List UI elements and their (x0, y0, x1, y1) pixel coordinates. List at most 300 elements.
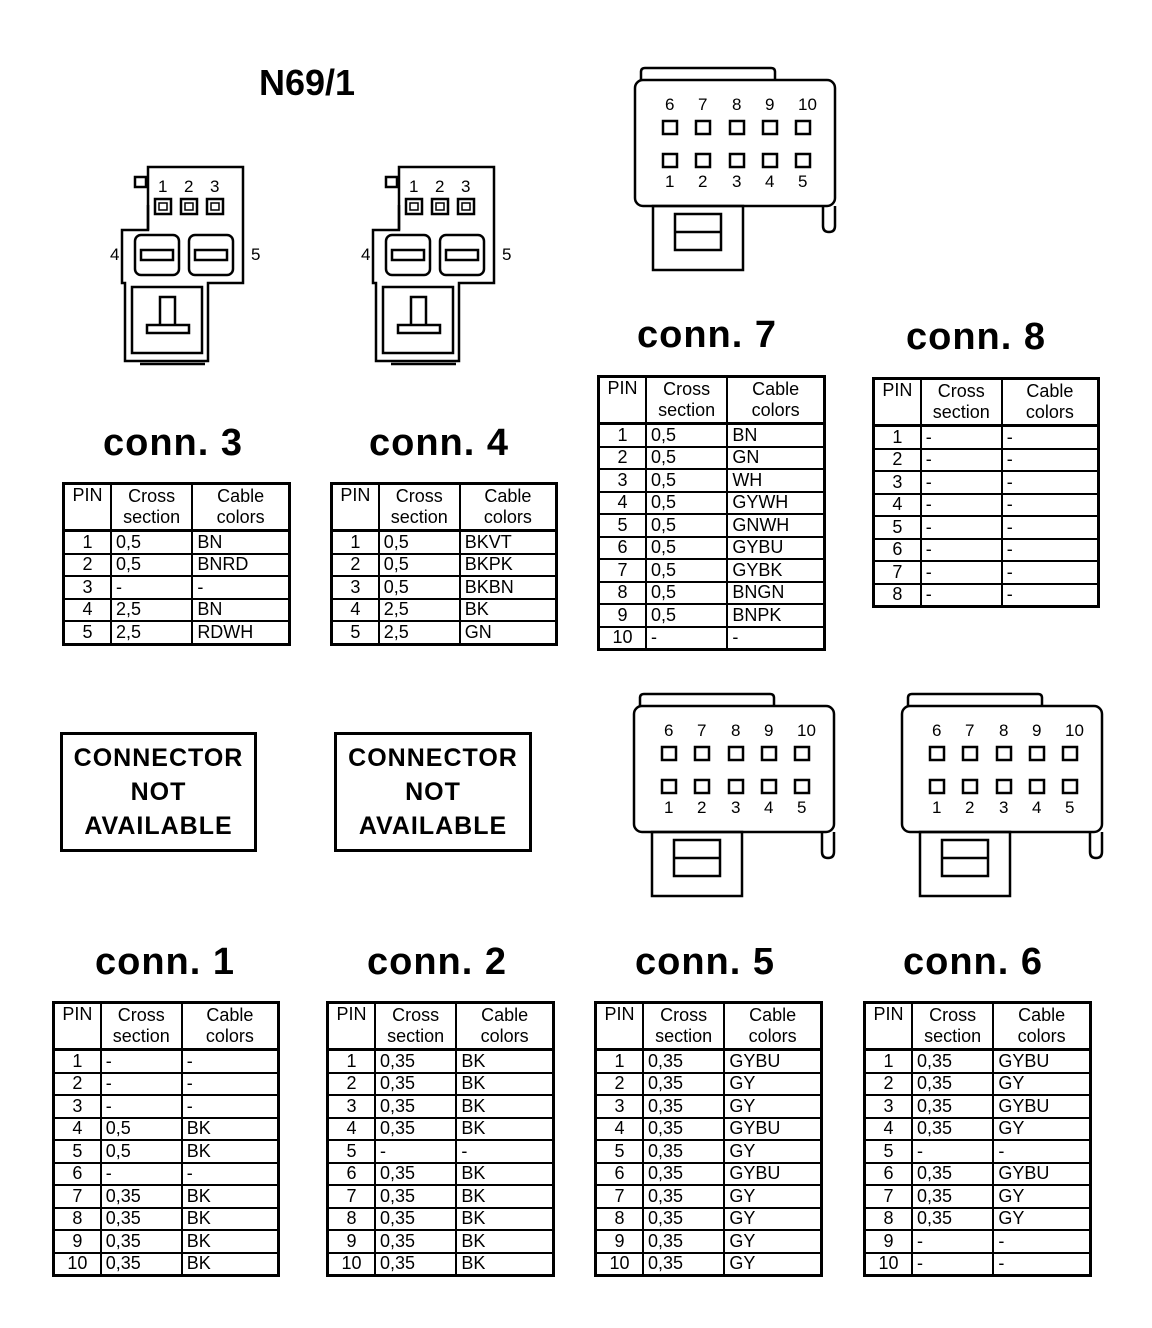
cross-section-cell: 0,5 (646, 582, 727, 605)
pin-label: 7 (698, 95, 708, 114)
pin-label: 1 (158, 177, 168, 196)
cross-section-cell: - (921, 561, 1002, 584)
cable-color-cell: - (1002, 516, 1099, 539)
table-row (64, 576, 290, 599)
cross-section-column-header: Cross section (646, 377, 727, 424)
cable-color-cell: GN (727, 447, 824, 470)
table-row (596, 1163, 822, 1186)
pin-column-header: PIN (596, 1003, 643, 1050)
pin-label: 9 (764, 721, 774, 740)
pin-number-cell: 1 (64, 531, 111, 554)
cross-section-cell: 0,35 (912, 1208, 993, 1231)
pin-label: 3 (731, 798, 741, 817)
pin-number-cell: 1 (874, 426, 921, 449)
cross-section-cell: 0,5 (101, 1140, 182, 1163)
cable-color-cell: GYBU (724, 1050, 821, 1073)
cable-color-cell: GYBU (993, 1163, 1090, 1186)
cable-color-cell: - (182, 1073, 279, 1096)
cable-color-cell: GN (460, 621, 557, 644)
table-row (599, 447, 825, 470)
pin-label: 1 (409, 177, 419, 196)
pin-number-cell: 3 (596, 1095, 643, 1118)
cable-color-cell: - (1002, 449, 1099, 472)
pin-number-cell: 9 (328, 1230, 375, 1253)
cross-section-column-header: Cross section (643, 1003, 724, 1050)
cable-color-cell: BK (456, 1073, 553, 1096)
table-header-row (874, 379, 1099, 426)
connector-not-available-box-2 (334, 732, 532, 852)
pin-number-cell: 1 (328, 1050, 375, 1073)
cable-color-cell: BK (456, 1050, 553, 1073)
pin-label: 5 (798, 172, 808, 191)
table-row (54, 1163, 279, 1186)
table-row (596, 1208, 822, 1231)
connector-7-drawing (633, 66, 843, 276)
cross-section-cell: 0,35 (643, 1118, 724, 1141)
table-row (332, 621, 557, 644)
pin-number-cell: 10 (599, 627, 646, 650)
cross-section-cell: 0,35 (643, 1230, 724, 1253)
pin-number-cell: 3 (64, 576, 111, 599)
pin-number-cell: 7 (599, 559, 646, 582)
cable-color-cell: - (1002, 426, 1099, 449)
table-row (874, 516, 1099, 539)
pin-number-cell: 1 (599, 424, 646, 447)
cross-section-cell: 0,5 (646, 469, 727, 492)
pin-number-cell: 2 (54, 1073, 101, 1096)
cable-color-cell: - (182, 1095, 279, 1118)
pin-label: 5 (1065, 798, 1075, 817)
table-row (54, 1230, 279, 1253)
cross-section-cell: 0,5 (379, 576, 460, 599)
cross-section-cell: 0,35 (912, 1185, 993, 1208)
pin-label: 2 (698, 172, 708, 191)
cross-section-cell: 0,35 (375, 1073, 456, 1096)
pin-number-cell: 5 (865, 1140, 912, 1163)
pin-number-cell: 7 (874, 561, 921, 584)
pin-number-cell: 7 (328, 1185, 375, 1208)
table-row (596, 1140, 822, 1163)
pin-label: 3 (732, 172, 742, 191)
table-row (596, 1230, 822, 1253)
cross-section-cell: 0,35 (101, 1185, 182, 1208)
cross-section-cell: 0,35 (643, 1163, 724, 1186)
pin-number-cell: 10 (596, 1253, 643, 1276)
cable-color-cell: - (993, 1140, 1090, 1163)
conn1-pin-table (52, 1001, 280, 1277)
cross-section-cell: - (111, 576, 192, 599)
pin-number-cell: 4 (874, 494, 921, 517)
table-row (328, 1118, 554, 1141)
pin-label: 3 (210, 177, 220, 196)
table-row (328, 1140, 554, 1163)
table-row (865, 1253, 1091, 1276)
table-row (332, 531, 557, 554)
pin-number-cell: 2 (328, 1073, 375, 1096)
pin-number-cell: 2 (596, 1073, 643, 1096)
cross-section-cell: 2,5 (379, 621, 460, 644)
cable-color-cell: WH (727, 469, 824, 492)
cross-section-cell: - (101, 1163, 182, 1186)
cable-color-cell: - (456, 1140, 553, 1163)
pin-label: 4 (110, 245, 120, 264)
table-row (874, 449, 1099, 472)
cable-colors-column-header: Cable colors (192, 484, 289, 531)
table-row (64, 621, 290, 644)
pin-label: 1 (664, 798, 674, 817)
pin-column-header: PIN (599, 377, 646, 424)
cable-color-cell: GY (724, 1208, 821, 1231)
table-row (865, 1095, 1091, 1118)
cable-color-cell: GYBU (724, 1118, 821, 1141)
pin-label: 8 (731, 721, 741, 740)
connector-3-drawing (105, 165, 275, 370)
pin-number-cell: 2 (64, 554, 111, 577)
table-row (328, 1208, 554, 1231)
cable-color-cell: BK (456, 1208, 553, 1231)
cross-section-cell: - (101, 1095, 182, 1118)
pin-label: 10 (1065, 721, 1084, 740)
pin-label: 2 (965, 798, 975, 817)
pin-number-cell: 8 (874, 584, 921, 607)
pin-number-cell: 5 (64, 621, 111, 644)
cross-section-cell: - (912, 1230, 993, 1253)
table-row (54, 1050, 279, 1073)
cable-color-cell: RDWH (192, 621, 289, 644)
table-row (328, 1253, 554, 1276)
table-row (596, 1185, 822, 1208)
cross-section-column-header: Cross section (921, 379, 1002, 426)
cable-color-cell: BK (456, 1230, 553, 1253)
cross-section-column-header: Cross section (101, 1003, 182, 1050)
pin-label: 10 (797, 721, 816, 740)
cross-section-cell: 0,35 (643, 1050, 724, 1073)
pin-label: 3 (461, 177, 471, 196)
pin-label: 2 (435, 177, 445, 196)
pin-number-cell: 10 (328, 1253, 375, 1276)
pin-label: 4 (1032, 798, 1042, 817)
cable-color-cell: - (1002, 561, 1099, 584)
cable-colors-column-header: Cable colors (724, 1003, 821, 1050)
conn1-title: conn. 1 (95, 941, 236, 983)
cable-color-cell: GY (724, 1073, 821, 1096)
cable-color-cell: - (1002, 539, 1099, 562)
pin-label: 6 (664, 721, 674, 740)
pin-number-cell: 8 (54, 1208, 101, 1231)
pin-number-cell: 6 (865, 1163, 912, 1186)
table-row (332, 554, 557, 577)
pin-number-cell: 7 (865, 1185, 912, 1208)
cross-section-cell: 0,35 (912, 1118, 993, 1141)
table-row (599, 514, 825, 537)
pin-number-cell: 10 (865, 1253, 912, 1276)
pin-label: 9 (1032, 721, 1042, 740)
pin-label: 4 (764, 798, 774, 817)
na-line-3: AVAILABLE (84, 812, 233, 840)
cable-color-cell: BK (182, 1140, 279, 1163)
pin-number-cell: 4 (865, 1118, 912, 1141)
cross-section-cell: - (921, 516, 1002, 539)
cable-color-cell: GY (724, 1185, 821, 1208)
pin-label: 8 (732, 95, 742, 114)
table-row (874, 471, 1099, 494)
cable-color-cell: - (993, 1230, 1090, 1253)
cable-colors-column-header: Cable colors (456, 1003, 553, 1050)
cross-section-cell: 0,35 (643, 1185, 724, 1208)
pin-label: 8 (999, 721, 1009, 740)
table-row (865, 1208, 1091, 1231)
table-row (865, 1073, 1091, 1096)
table-row (54, 1185, 279, 1208)
cross-section-cell: 2,5 (111, 621, 192, 644)
pin-label: 6 (665, 95, 675, 114)
pin-number-cell: 4 (328, 1118, 375, 1141)
cable-color-cell: GYBK (727, 559, 824, 582)
pin-number-cell: 3 (332, 576, 379, 599)
conn2-title: conn. 2 (367, 941, 508, 983)
cable-color-cell: BK (182, 1230, 279, 1253)
table-row (599, 627, 825, 650)
table-row (599, 492, 825, 515)
table-row (599, 424, 825, 447)
cable-colors-column-header: Cable colors (460, 484, 557, 531)
pin-number-cell: 9 (865, 1230, 912, 1253)
pin-label: 5 (797, 798, 807, 817)
cable-color-cell: BK (182, 1118, 279, 1141)
pin-number-cell: 3 (54, 1095, 101, 1118)
table-row (54, 1208, 279, 1231)
table-row (54, 1253, 279, 1276)
cable-colors-column-header: Cable colors (727, 377, 824, 424)
table-row (328, 1073, 554, 1096)
cross-section-cell: - (912, 1253, 993, 1276)
cable-color-cell: BK (456, 1185, 553, 1208)
table-header-row (54, 1003, 279, 1050)
pin-number-cell: 9 (596, 1230, 643, 1253)
cross-section-cell: - (921, 471, 1002, 494)
cable-color-cell: - (1002, 584, 1099, 607)
cable-color-cell: - (182, 1050, 279, 1073)
cable-color-cell: GY (724, 1230, 821, 1253)
pin-label: 10 (798, 95, 817, 114)
table-row (865, 1118, 1091, 1141)
pin-number-cell: 6 (599, 537, 646, 560)
connector-4-drawing (356, 165, 526, 370)
pin-number-cell: 4 (54, 1118, 101, 1141)
cable-color-cell: BK (182, 1253, 279, 1276)
pin-label: 2 (184, 177, 194, 196)
cable-color-cell: BK (456, 1253, 553, 1276)
pin-number-cell: 5 (54, 1140, 101, 1163)
pin-number-cell: 8 (865, 1208, 912, 1231)
cable-color-cell: GYBU (727, 537, 824, 560)
pin-column-header: PIN (328, 1003, 375, 1050)
cable-color-cell: BKPK (460, 554, 557, 577)
pin-number-cell: 4 (64, 599, 111, 622)
cross-section-cell: 0,5 (379, 554, 460, 577)
connector-not-available-box-1 (60, 732, 257, 852)
na-line-2: NOT (405, 778, 461, 806)
cross-section-cell: 0,35 (101, 1230, 182, 1253)
connector-5-drawing (632, 692, 842, 902)
table-row (599, 582, 825, 605)
pin-number-cell: 4 (599, 492, 646, 515)
table-row (599, 559, 825, 582)
cross-section-cell: 0,35 (643, 1208, 724, 1231)
cross-section-cell: - (912, 1140, 993, 1163)
pin-number-cell: 3 (599, 469, 646, 492)
table-row (865, 1230, 1091, 1253)
cross-section-cell: 0,5 (646, 537, 727, 560)
cable-colors-column-header: Cable colors (182, 1003, 279, 1050)
cross-section-cell: - (101, 1050, 182, 1073)
cross-section-cell: 2,5 (379, 599, 460, 622)
pin-number-cell: 2 (332, 554, 379, 577)
cross-section-cell: 2,5 (111, 599, 192, 622)
cable-color-cell: BK (460, 599, 557, 622)
cable-color-cell: BN (192, 599, 289, 622)
cross-section-cell: - (921, 494, 1002, 517)
cross-section-cell: 0,35 (375, 1163, 456, 1186)
table-row (54, 1140, 279, 1163)
pin-label: 6 (932, 721, 942, 740)
cross-section-cell: - (375, 1140, 456, 1163)
conn5-pin-table (594, 1001, 823, 1277)
cross-section-cell: - (646, 627, 727, 650)
table-row (64, 554, 290, 577)
cross-section-cell: 0,5 (379, 531, 460, 554)
table-row (596, 1073, 822, 1096)
cross-section-cell: 0,5 (101, 1118, 182, 1141)
cable-color-cell: - (993, 1253, 1090, 1276)
cross-section-cell: - (921, 449, 1002, 472)
cross-section-cell: 0,35 (643, 1140, 724, 1163)
cable-color-cell: BK (182, 1185, 279, 1208)
table-row (54, 1118, 279, 1141)
cable-colors-column-header: Cable colors (993, 1003, 1090, 1050)
cross-section-column-header: Cross section (379, 484, 460, 531)
page-title: N69/1 (259, 62, 356, 103)
cross-section-cell: 0,5 (111, 554, 192, 577)
cable-color-cell: - (1002, 471, 1099, 494)
cable-color-cell: BK (182, 1208, 279, 1231)
table-row (54, 1073, 279, 1096)
table-row (332, 576, 557, 599)
cross-section-column-header: Cross section (375, 1003, 456, 1050)
cable-color-cell: GY (993, 1185, 1090, 1208)
table-row (64, 599, 290, 622)
cross-section-cell: 0,35 (912, 1163, 993, 1186)
pin-column-header: PIN (54, 1003, 101, 1050)
cable-color-cell: BN (192, 531, 289, 554)
cable-color-cell: - (182, 1163, 279, 1186)
pin-number-cell: 6 (874, 539, 921, 562)
pin-number-cell: 9 (54, 1230, 101, 1253)
cross-section-cell: 0,5 (646, 492, 727, 515)
cross-section-cell: 0,5 (111, 531, 192, 554)
pin-label: 4 (361, 245, 371, 264)
pin-number-cell: 1 (54, 1050, 101, 1073)
cable-color-cell: - (192, 576, 289, 599)
pin-label: 5 (251, 245, 261, 264)
cross-section-cell: 0,35 (643, 1253, 724, 1276)
cross-section-cell: 0,5 (646, 447, 727, 470)
pin-number-cell: 2 (874, 449, 921, 472)
pin-number-cell: 1 (865, 1050, 912, 1073)
table-row (599, 604, 825, 627)
cross-section-cell: 0,35 (375, 1208, 456, 1231)
cross-section-column-header: Cross section (111, 484, 192, 531)
pin-number-cell: 4 (332, 599, 379, 622)
conn6-title: conn. 6 (903, 941, 1044, 983)
pin-label: 1 (932, 798, 942, 817)
pin-column-header: PIN (865, 1003, 912, 1050)
cable-color-cell: BNPK (727, 604, 824, 627)
conn8-pin-table (872, 377, 1100, 608)
na-line-3: AVAILABLE (358, 812, 508, 840)
cross-section-column-header: Cross section (912, 1003, 993, 1050)
pin-number-cell: 8 (599, 582, 646, 605)
conn3-pin-table (62, 482, 291, 646)
cross-section-cell: 0,35 (375, 1185, 456, 1208)
pin-column-header: PIN (64, 484, 111, 531)
cable-color-cell: - (727, 627, 824, 650)
table-header-row (599, 377, 825, 424)
cable-color-cell: GY (993, 1073, 1090, 1096)
pin-number-cell: 7 (596, 1185, 643, 1208)
cable-color-cell: GY (993, 1208, 1090, 1231)
pin-number-cell: 6 (328, 1163, 375, 1186)
table-header-row (865, 1003, 1091, 1050)
cross-section-cell: 0,35 (375, 1095, 456, 1118)
cross-section-cell: - (921, 426, 1002, 449)
table-row (596, 1050, 822, 1073)
conn4-title: conn. 4 (369, 422, 510, 464)
pin-column-header: PIN (332, 484, 379, 531)
cross-section-cell: 0,35 (912, 1095, 993, 1118)
table-row (865, 1140, 1091, 1163)
pin-number-cell: 3 (874, 471, 921, 494)
table-row (328, 1163, 554, 1186)
cross-section-cell: 0,35 (101, 1208, 182, 1231)
pin-number-cell: 10 (54, 1253, 101, 1276)
table-row (865, 1050, 1091, 1073)
cross-section-cell: 0,35 (375, 1118, 456, 1141)
pin-number-cell: 3 (328, 1095, 375, 1118)
table-row (328, 1230, 554, 1253)
cable-color-cell: GY (724, 1095, 821, 1118)
cable-color-cell: BKBN (460, 576, 557, 599)
pin-label: 7 (965, 721, 975, 740)
table-row (54, 1095, 279, 1118)
conn8-title: conn. 8 (906, 316, 1047, 358)
cable-color-cell: GYBU (993, 1050, 1090, 1073)
cross-section-cell: 0,35 (375, 1230, 456, 1253)
pin-label: 5 (502, 245, 512, 264)
pin-number-cell: 3 (865, 1095, 912, 1118)
conn4-pin-table (330, 482, 558, 646)
na-line-1: CONNECTOR (348, 744, 518, 772)
cross-section-cell: 0,5 (646, 559, 727, 582)
na-line-2: NOT (130, 778, 187, 806)
cable-color-cell: BNGN (727, 582, 824, 605)
cable-color-cell: BK (456, 1118, 553, 1141)
pin-label: 7 (697, 721, 707, 740)
cable-color-cell: GYBU (993, 1095, 1090, 1118)
cross-section-cell: - (921, 539, 1002, 562)
table-row (596, 1095, 822, 1118)
pin-number-cell: 7 (54, 1185, 101, 1208)
